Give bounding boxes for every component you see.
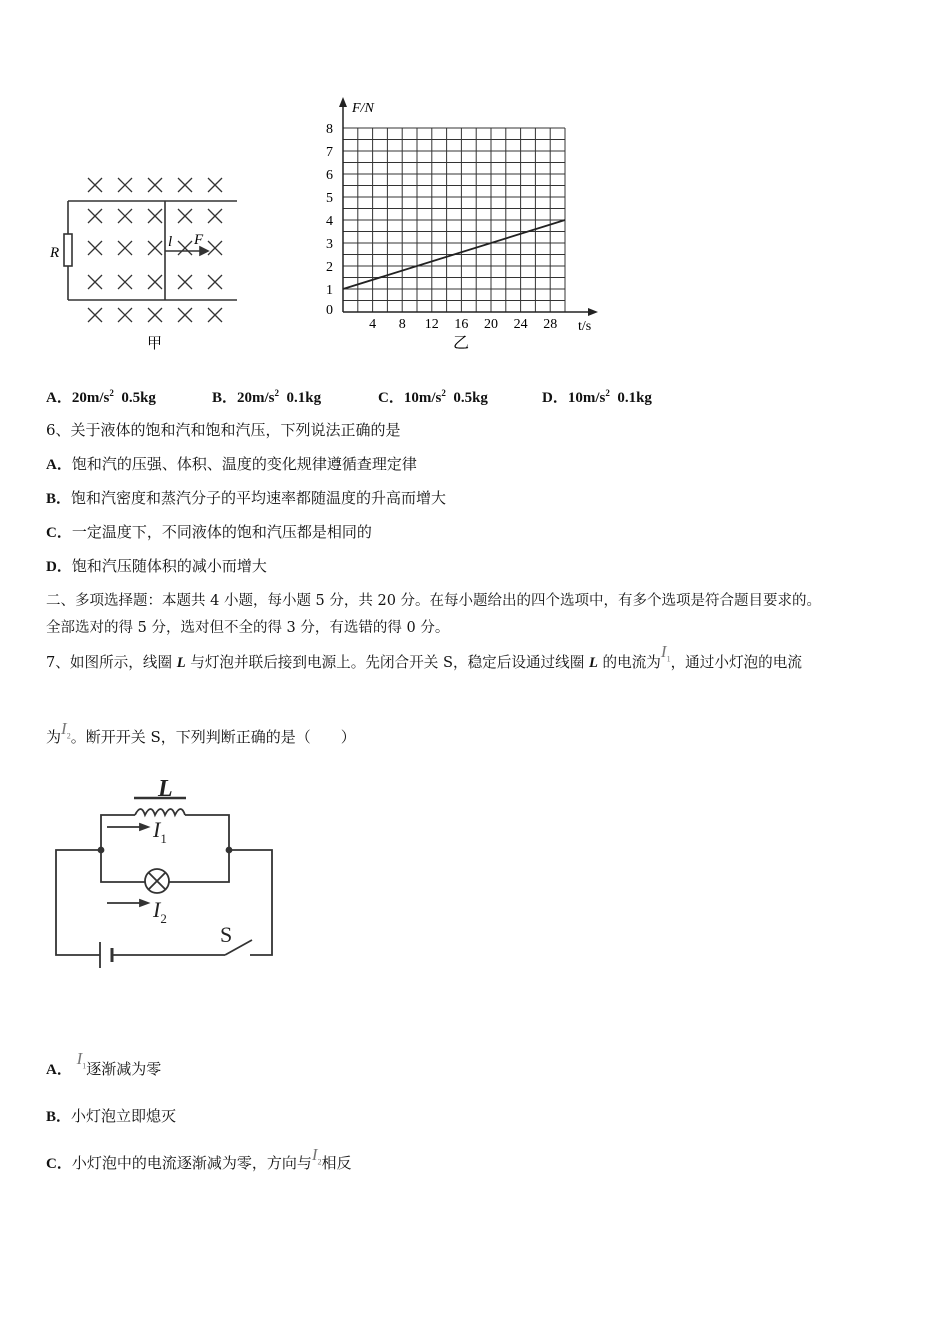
q6-option-d[interactable]: [46, 555, 267, 576]
y-tick-label: 1: [326, 283, 333, 298]
text: 7、如图所示，线圈: [46, 654, 177, 671]
q6-option-c[interactable]: [46, 521, 372, 542]
option-accel: 20m/s: [237, 390, 275, 406]
field-cross-icon: [118, 275, 132, 289]
q5-option-a[interactable]: [46, 386, 156, 407]
option-mass: 0.5kg: [453, 390, 488, 406]
symbol-i1: [660, 642, 671, 664]
field-cross-icon: [208, 178, 222, 192]
text: 2: [317, 1157, 322, 1167]
label-switch: S: [220, 922, 233, 947]
field-cross-icon: [88, 178, 102, 192]
figure-jia-magnetic-field: [0, 150, 260, 360]
q6-stem: 6、关于液体的饱和汽和饱和汽压，下列说法正确的是: [46, 421, 401, 439]
field-cross-icon: [148, 178, 162, 192]
text: I: [153, 817, 161, 842]
text: 的电流为: [597, 654, 661, 671]
field-cross-icon: [148, 308, 162, 322]
y-tick-label: 8: [326, 122, 333, 137]
y-tick-label: 6: [326, 168, 333, 183]
option-label: A．: [46, 457, 72, 473]
text: 2: [160, 911, 167, 926]
field-cross-icon: [88, 308, 102, 322]
label-inductor: L: [158, 776, 173, 802]
figure-circuit: [40, 760, 290, 980]
field-cross-icon: [148, 241, 162, 255]
caption-jia: 甲: [147, 336, 163, 352]
text: ，通过小灯泡的电流: [670, 654, 802, 671]
field-cross-icon: [178, 209, 192, 223]
q6-option-a[interactable]: [46, 453, 417, 474]
symbol-i1: [76, 1049, 87, 1071]
q5-option-c[interactable]: [378, 386, 488, 407]
y-tick-label: 4: [326, 214, 333, 229]
x-tick-label: 4: [369, 317, 377, 332]
text: I: [311, 1145, 318, 1164]
option-text: 饱和汽压随体积的减小而增大: [71, 557, 267, 575]
x-tick-label: 16: [454, 317, 469, 332]
option-accel: 10m/s: [567, 390, 606, 406]
symbol-l: L: [588, 655, 598, 671]
x-tick-label: 8: [398, 317, 406, 332]
outer-loop-wire: [56, 850, 272, 955]
field-cross-icon: [118, 209, 132, 223]
field-cross-icon: [178, 275, 192, 289]
x-tick-label: 24: [513, 317, 528, 332]
option-label: D．: [542, 390, 568, 406]
text: I: [76, 1049, 83, 1068]
field-cross-icon: [178, 178, 192, 192]
option-text: 饱和汽的压强、体积、温度的变化规律遵循查理定律: [71, 455, 417, 473]
text: 1: [666, 654, 671, 664]
y-tick-label: 5: [326, 191, 333, 206]
y-tick-label: 0: [326, 303, 333, 318]
q7-option-b[interactable]: [46, 1105, 176, 1126]
x-axis-arrow: [588, 308, 598, 316]
text: I: [660, 642, 667, 661]
chart-grid: [343, 128, 565, 312]
y-axis-label: F/N: [352, 101, 374, 116]
field-cross-icon: [208, 209, 222, 223]
q6-option-b[interactable]: [46, 487, 446, 508]
text: I: [61, 719, 67, 738]
option-mass: 0.5kg: [121, 390, 156, 406]
field-cross-icon: [208, 275, 222, 289]
symbol-i2: [61, 719, 71, 741]
q7-stem-line2: [46, 719, 356, 748]
y-axis-arrow: [339, 97, 347, 107]
option-text: 饱和汽密度和蒸汽分子的平均速率都随温度的升高而增大: [71, 489, 447, 507]
option-label: D．: [46, 559, 72, 575]
option-mass: 0.1kg: [286, 390, 322, 406]
resistor-r: [64, 234, 72, 266]
field-cross-icon: [178, 241, 192, 255]
option-label: C．: [378, 390, 404, 406]
superscript: 2: [605, 388, 610, 398]
option-text: 小灯泡中的电流逐渐减为零，方向与: [71, 1154, 312, 1172]
label-l: l: [168, 234, 173, 250]
option-label: B．: [46, 1109, 72, 1125]
label-i1: [152, 817, 167, 846]
text: 1: [82, 1061, 87, 1071]
field-cross-icon: [88, 209, 102, 223]
label-f: F: [194, 232, 204, 248]
x-tick-label: 28: [543, 317, 558, 332]
x-tick-label: 12: [424, 317, 439, 332]
superscript: 2: [109, 388, 114, 398]
option-accel: 20m/s: [71, 390, 110, 406]
y-tick-label: 2: [326, 260, 333, 275]
q7-stem-line1: [46, 642, 802, 673]
option-label: A．: [46, 390, 72, 406]
text: 2: [66, 731, 71, 741]
option-label: B．: [46, 491, 72, 507]
option-mass: 0.1kg: [617, 390, 652, 406]
option-text: 一定温度下，不同液体的饱和汽压都是相同的: [71, 523, 372, 541]
q5-option-d[interactable]: [542, 386, 652, 407]
field-cross-icon: [118, 241, 132, 255]
q7-option-a[interactable]: [46, 1049, 162, 1080]
option-label: C．: [46, 525, 72, 541]
q5-option-b[interactable]: [212, 386, 321, 407]
x-axis-label: t/s: [578, 319, 592, 334]
text: 。断开开关 S，下列判断正确的是（ ）: [70, 728, 356, 746]
field-cross-icon: [208, 241, 222, 255]
option-label: B．: [212, 390, 238, 406]
field-cross-icon: [208, 308, 222, 322]
option-label: A．: [46, 1062, 72, 1078]
option-text: 相反: [321, 1154, 352, 1172]
section-2-scoring: 全部选对的得 5 分，选对但不全的得 3 分，有选错的得 0 分。: [46, 620, 450, 636]
figure-yi-force-time-graph: [300, 90, 620, 360]
option-label: C．: [46, 1156, 72, 1172]
y-tick-label: 3: [326, 237, 333, 252]
field-cross-icon: [118, 308, 132, 322]
field-cross-icon: [88, 241, 102, 255]
label-r: R: [50, 245, 60, 261]
inductor-coil: [135, 809, 185, 815]
symbol-l: L: [176, 655, 186, 671]
field-cross-icon: [118, 178, 132, 192]
x-tick-label: 20: [484, 317, 498, 332]
field-cross-icon: [178, 308, 192, 322]
superscript: 2: [441, 388, 446, 398]
label-i2: [152, 897, 167, 926]
q7-option-c[interactable]: [46, 1145, 352, 1174]
field-cross-icon: [148, 209, 162, 223]
field-cross-icon: [148, 275, 162, 289]
option-text: 逐渐减为零: [86, 1060, 162, 1078]
text: 为: [46, 728, 62, 746]
text: 1: [160, 831, 167, 846]
option-accel: 10m/s: [403, 390, 442, 406]
text: 与灯泡并联后接到电源上。先闭合开关 S，稳定后设通过线圈: [185, 654, 589, 671]
text: I: [153, 897, 161, 922]
superscript: 2: [274, 388, 280, 398]
y-tick-label: 7: [326, 145, 333, 160]
option-text: 小灯泡立即熄灭: [71, 1107, 177, 1125]
section-2-heading: 二、多项选择题：本题共 4 小题，每小题 5 分，共 20 分。在每小题给出的四个选项中，有多个选项是符合题目要求的。: [46, 593, 822, 609]
field-cross-icon: [88, 275, 102, 289]
caption-yi: 乙: [453, 335, 470, 352]
symbol-i2: [311, 1145, 322, 1167]
